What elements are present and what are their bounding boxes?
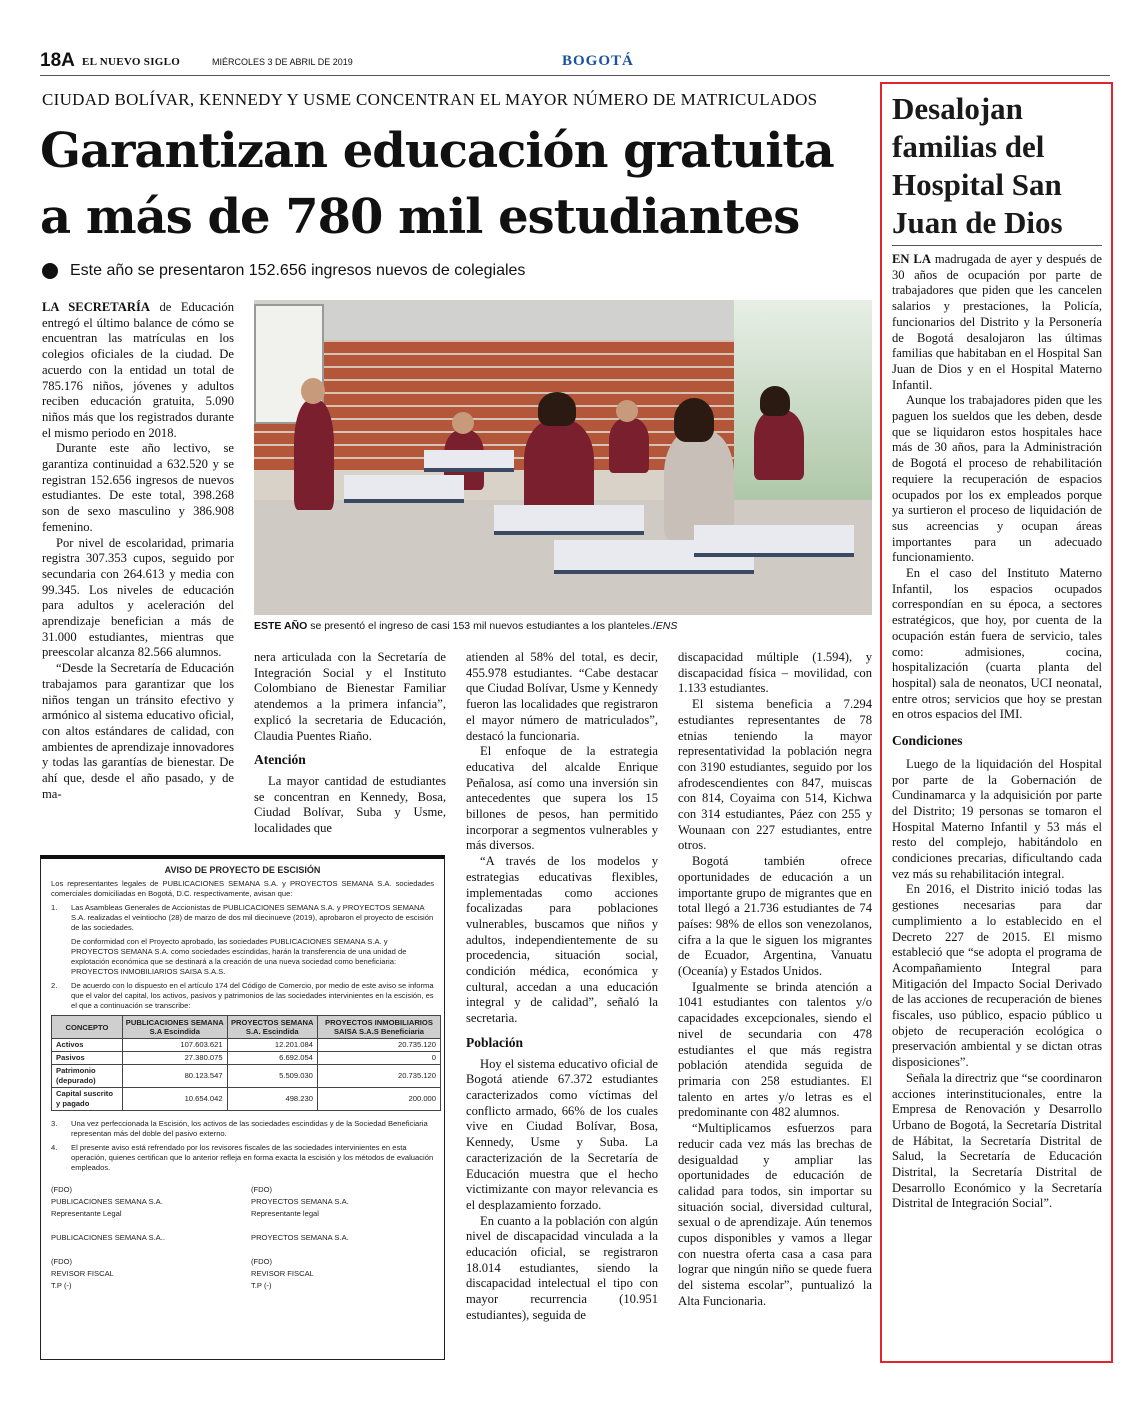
signature-block: [51, 1185, 434, 1291]
student-head: [616, 400, 638, 422]
table-cell: 27.380.075: [122, 1052, 227, 1065]
signature-line: (FDO): [251, 1185, 273, 1194]
table-row: [52, 1065, 441, 1088]
table-cell: 5.509.030: [227, 1065, 317, 1088]
notice-intro: Los representantes legales de PUBLICACIONES SEMANA S.A. y PROYECTOS SEMANA S.A. sociedades comerciales domiciliadas en Bogotá, D.C. respectivamente, avisan que:: [51, 879, 434, 898]
table-cell: Pasivos: [52, 1052, 123, 1065]
article-kicker: CIUDAD BOLÍVAR, KENNEDY Y USME CONCENTRAN EL MAYOR NÚMERO DE MATRICULADOS: [42, 90, 818, 109]
paragraph: atienden al 58% del total, es decir, 455.978 estudiantes. “Cabe destacar que Ciudad Bolívar, Usme y Kennedy fueron las localidades que registraron el mayor número de matriculados”, destacó la funcionaria.: [466, 650, 658, 743]
table-header: PROYECTOS SEMANA S.A. Escindida: [227, 1016, 317, 1039]
item-number: 3.: [51, 1119, 58, 1128]
table-cell: 498.230: [227, 1088, 317, 1111]
paragraph: Luego de la liquidación del Hospital por parte de la Gobernación de Cundinamarca y la adquisición por parte del Distrito; 19 personas se tomaron el Hospital Materno Infantil y 53 más el resto del complejo, habitándolo en condiciones precarias, dificultando cada vez más su rehabilitación integral.: [892, 756, 1102, 881]
signature-line: REVISOR FISCAL: [51, 1269, 114, 1278]
table-cell: 107.603.621: [122, 1039, 227, 1052]
signature-line: (FDO): [51, 1185, 73, 1194]
sidebar-body: [892, 252, 1102, 1212]
article-column-2: [254, 650, 446, 837]
student-head: [301, 378, 325, 404]
paragraph: “Multiplicamos esfuerzos para reducir cada vez más las brechas de desigualdad y ampliar las oportunidades de educación de calidad para todos, sin importar su situación social, diversidad cultural, sexual o de aprendizaje. Aún tenemos cupos disponibles y vamos a llegar con nuestra oferta casa a casa para lograr que ningún niño se quede fuera del sistema escolar”, puntualizó la Alta Funcionaria.: [678, 1121, 872, 1308]
notice-item: [51, 981, 434, 1011]
table-row: [52, 1052, 441, 1065]
student-figure: [754, 410, 804, 480]
signature-line: PROYECTOS SEMANA S.A.: [251, 1233, 349, 1242]
signature-line: [251, 1245, 451, 1255]
paragraph: “Desde la Secretaría de Educación trabajamos para garantizar que los niños tengan un tránsito efectivo y armónico al sistema educativo oficial, con altos estándares de calidad, con ambientes de aprendizaje innovadores y todas las garantías de bienestar. De ahí que, desde el año pasado, y de ma-: [42, 661, 234, 801]
signature-line: PUBLICACIONES SEMANA S.A..: [51, 1233, 165, 1242]
table-row: [52, 1088, 441, 1111]
window: [734, 300, 872, 520]
signature-line: REVISOR FISCAL: [251, 1269, 314, 1278]
issue-date: MIÉRCOLES 3 DE ABRIL DE 2019: [212, 57, 353, 67]
paragraph: nera articulada con la Secretaría de Integración Social y el Instituto Colombiano de Bienestar Familiar atendemos a la primera infancia”, explicó la secretaria de Educación, Claudia Puentes Riaño.: [254, 650, 446, 743]
financial-table: [51, 1015, 441, 1111]
table-header: PUBLICACIONES SEMANA S.A Escindida: [122, 1016, 227, 1039]
lead-in: EN LA: [892, 252, 931, 266]
notice-title: AVISO DE PROYECTO DE ESCISIÓN: [164, 865, 321, 875]
desk: [344, 475, 464, 503]
item-text: Las Asambleas Generales de Accionistas de PUBLICACIONES SEMANA S.A. y PROYECTOS SEMANA S.A. realizadas el veintiocho (28) de marzo de dos mil diecinueve (2019), aprobaron el proyecto de escisión de las sociedades.: [71, 903, 434, 932]
subhead-text: Este año se presentaron 152.656 ingresos nuevos de colegiales: [70, 262, 526, 279]
article-column-4: [678, 650, 872, 1310]
photo-caption: [254, 620, 872, 632]
divider: [892, 245, 1102, 246]
paragraph: Señala la directriz que “se coordinaron acciones interinstitucionales, entre la Empresa de Renovación y Desarrollo Urbano de Bogotá, la Secretaría Distrital de Hábitat, la Secretaría Distrital de Salud, la Secretaría de Educación Distrital, la Secretaría Distrital de Desarrollo Económico y la Secretaría Distrital de Integración Social”.: [892, 1070, 1102, 1211]
student-figure: [664, 430, 734, 540]
paragraph: En el caso del Instituto Materno Infantil, los espacios ocupados correspondían en su época, a sectores estratégicos, que hoy, por cuenta de la ocupación están fuera de servicio, tales como: admisiones, cocina, hospitalización (cuarta planta del hospital) sala de neonatos, UCI neonatal, entre otros; servicios que hoy se prestan en otros espacios del IMI.: [892, 566, 1102, 722]
article-subhead: [42, 262, 525, 280]
signature-line: Representante legal: [251, 1209, 319, 1218]
student-head: [674, 398, 714, 442]
paragraph: Aunque los trabajadores piden que les paguen los sueldos que les deben, desde que se liquidaron estos hospitales hace más de 30 años, para la Administración de Bogotá el proceso de rehabilitación requiere la recuperación de espacios ocupados por los ex empleados porque ya surtieron el proceso de liquidación de sus acreencias y ocupan áreas importantes para un adecuado funcionamiento.: [892, 393, 1102, 565]
desk: [424, 450, 514, 472]
caption-text: se presentó el ingreso de casi 153 mil nuevos estudiantes a los planteles./: [307, 620, 656, 632]
notice-item: [51, 903, 434, 933]
table-cell: 20.735.120: [317, 1065, 440, 1088]
table-cell: 20.735.120: [317, 1039, 440, 1052]
desk: [494, 505, 644, 535]
paragraph: La mayor cantidad de estudiantes se concentran en Kennedy, Bosa, Ciudad Bolívar, Suba y Usme, localidades que: [254, 773, 446, 836]
signature-line: PUBLICACIONES SEMANA S.A.: [51, 1197, 163, 1206]
paragraph: “A través de los modelos y estrategias educativas flexibles, implementadas como acciones focalizadas para poblaciones vulnerables, buscamos que niños y adultos, independientemente de su procedencia, situación social, condición médica, económica y cultural, accedan a una educación integral y de calidad”, señaló la secretaria.: [466, 854, 658, 1026]
masthead: [40, 48, 1110, 76]
notice-item: [51, 1119, 434, 1139]
paragraph: discapacidad múltiple (1.594), y discapacidad física – movilidad, con 1.133 estudiantes.: [678, 650, 872, 696]
signature-line: [51, 1245, 251, 1255]
table-cell: 12.201.084: [227, 1039, 317, 1052]
notice-item: [51, 1143, 434, 1173]
signature-line: [251, 1221, 451, 1231]
table-cell: 10.654.042: [122, 1088, 227, 1111]
signature-line: T.P (-): [251, 1281, 272, 1290]
section-heading: Atención: [254, 752, 306, 768]
item-number: 1.: [51, 903, 58, 912]
item-number: 2.: [51, 981, 58, 990]
paragraph: En cuanto a la población con algún nivel de discapacidad vinculada a la educación oficial, se registraron 18.014 estudiantes, siendo la discapacidad intelectual el tipo con mayor recurrencia (10.951 estudiantes), seguida de: [466, 1213, 658, 1322]
paragraph: Hoy el sistema educativo oficial de Bogotá atiende 67.372 estudiantes caracterizados como víctimas del conflicto armado, 66% de los cuales vive en Ciudad Bolívar, Bosa, Kennedy, Usme y Suba. La caracterización de la Secretaría de Educación muestra que el hecho victimizante con mayor relevancia es el desplazamiento forzado.: [466, 1056, 658, 1212]
paragraph-text: de Educación entregó el último balance de cómo se encuentran las matrículas en los colegios oficiales de la ciudad. De acuerdo con la entidad un total de 785.176 niños, jóvenes y adultos reciben educación gratuita, 5.090 niños más que los registrados durante el mismo periodo en 2018.: [42, 300, 234, 440]
paragraph: El sistema beneficia a 7.294 estudiantes representantes de 78 etnias teniendo la mayor representatividad la población negra con 3190 estudiantes, seguido por los afrodescendientes con 847, muiscas con 814, Coyaima con 514, Kichwa con 314 estudiantes, Páez con 255 y Wounaan con 227 estudiantes, entre otros.: [678, 697, 872, 853]
student-head: [760, 386, 790, 416]
item-text: Una vez perfeccionada la Escisión, los activos de las sociedades escindidas y de la Sociedad Beneficiaria representan más del doble del pasivo externo.: [71, 1119, 428, 1138]
paragraph: Bogotá también ofrece oportunidades de educación a un importante grupo de migrantes que en total llegó a 21.736 estudiantes de 74 países: 98% de ellos son venezolanos, cifra a la que le siguen los migrantes de Ecuador, Argentina, Vanuatu (Oceanía) y Estados Unidos.: [678, 854, 872, 979]
item-text: De conformidad con el Proyecto aprobado, las sociedades PUBLICACIONES SEMANA S.A. y PROYECTOS SEMANA S.A. como sociedades escindidas, harán la transferencia de una unidad de explotación económica que se destinará a la creación de una nueva sociedad como beneficiaria: PROYECTOS INMOBILIARIOS SAISA S.A.S.: [71, 937, 407, 976]
page-number: 18A: [40, 50, 75, 71]
signature-line: [51, 1221, 251, 1231]
student-figure: [609, 418, 649, 473]
paragraph: El enfoque de la estrategia educativa del alcalde Enrique Peñalosa, así como una inversión sin antecedentes que supera los 15 billones de pesos, han permitido incorporar a segmentos vulnerables y más diversos.: [466, 744, 658, 853]
paragraph: [892, 252, 1102, 393]
paragraph: Por nivel de escolaridad, primaria registra 307.353 cupos, seguido por secundaria con 264.613 y media con 99.345. Los niveles de educación para adultos y aceleración del aprendizaje benefician a más de 31.000 estudiantes, mientras que preescolar alcanza 82.566 alumnos.: [42, 535, 234, 660]
lead-in: LA SECRETARÍA: [42, 300, 150, 314]
student-head: [452, 412, 474, 434]
table-cell: 200.000: [317, 1088, 440, 1111]
article-column-3: [466, 650, 658, 1324]
legal-notice: [40, 855, 445, 1360]
section-heading: Población: [466, 1034, 524, 1050]
article-column-1: [42, 300, 234, 803]
paragraph: En 2016, el Distrito inició todas las gestiones necesarias para dar cumplimiento a lo establecido en el Decreto 227 de 2015. El mismo estableció que “se adopta el programa de Acompañamiento Integral para Mitigación del Impacto Social Derivado de las acciones de recuperación de bienes fiscales, uso público, espacio público u objeto de recuperación ecológica o preservación ambiental y se dictan otras disposiciones”.: [892, 882, 1102, 1070]
section-name: BOGOTÁ: [562, 53, 634, 69]
paragraph: Durante este año lectivo, se garantiza continuidad a 632.520 y se registran 152.656 ingresos de nuevos estudiantes. De este total, 398.268 son de sexo masculino y 386.908 femenino.: [42, 441, 234, 534]
signature-line: (FDO): [51, 1257, 73, 1266]
signature-line: Representante Legal: [51, 1209, 122, 1218]
table-cell: Patrimonio (depurado): [52, 1065, 123, 1088]
paragraph: Igualmente se brinda atención a 1041 estudiantes con talentos y/o capacidades excepcionales, siendo el nivel de secundaria con 478 estudiantes el que más registra población atendida seguida de primaria con 258 estudiantes. El talento en artes y/o letras es el predominante con 482 alumnos.: [678, 979, 872, 1120]
paragraph-text: madrugada de ayer y después de 30 años de ocupación por parte de trabajadores que piden que les cancelen salarios y prestaciones, la Policía, funcionarios del Distrito y la Personería de Bogotá desalojaron las últimas familias que habitaban en el Hospital San Juan de Dios y en el Hospital Materno Infantil.: [892, 252, 1103, 392]
table-header: PROYECTOS INMOBILIARIOS SAISA S.A.S Beneficiaria: [317, 1016, 440, 1039]
item-text: De acuerdo con lo dispuesto en el artículo 174 del Código de Comercio, por medio de este aviso se informa que el valor del capital, los activos, pasivos y patrimonios de las sociedades intervinientes en la escisión, es el que a continuación se transcribe:: [71, 981, 434, 1010]
notice-item: [51, 937, 434, 977]
table-cell: 6.692.054: [227, 1052, 317, 1065]
sidebar-headline: Desalojan familias del Hospital San Juan de Dios: [892, 91, 1063, 240]
section-heading: Condiciones: [892, 733, 963, 749]
item-number: 4.: [51, 1143, 58, 1152]
student-figure: [294, 400, 334, 510]
bullet-icon: [42, 263, 58, 279]
table-row: [52, 1039, 441, 1052]
photo-credit: ENS: [655, 620, 678, 632]
signature-line: T.P (-): [51, 1281, 72, 1290]
article-headline: Garantizan educación gratuita a más de 780 mil estudiantes: [40, 123, 834, 245]
caption-lead: ESTE AÑO: [254, 620, 308, 632]
item-text: El presente aviso está refrendado por los revisores fiscales de las sociedades intervinientes en esta operación, quienes certifican que lo anterior refleja en forma exacta la escisión y los métodos de evaluación empleados.: [71, 1143, 434, 1172]
table-cell: Capital suscrito y pagado: [52, 1088, 123, 1111]
table-cell: Activos: [52, 1039, 123, 1052]
student-head: [538, 392, 576, 426]
table-cell: 80.123.547: [122, 1065, 227, 1088]
signature-line: (FDO): [251, 1257, 273, 1266]
signature-line: PROYECTOS SEMANA S.A.: [251, 1197, 349, 1206]
classroom-photo: [254, 300, 872, 615]
desk: [694, 525, 854, 557]
table-header: CONCEPTO: [52, 1016, 123, 1039]
newspaper-name: EL NUEVO SIGLO: [82, 56, 181, 68]
table-cell: 0: [317, 1052, 440, 1065]
paragraph: [42, 300, 234, 441]
